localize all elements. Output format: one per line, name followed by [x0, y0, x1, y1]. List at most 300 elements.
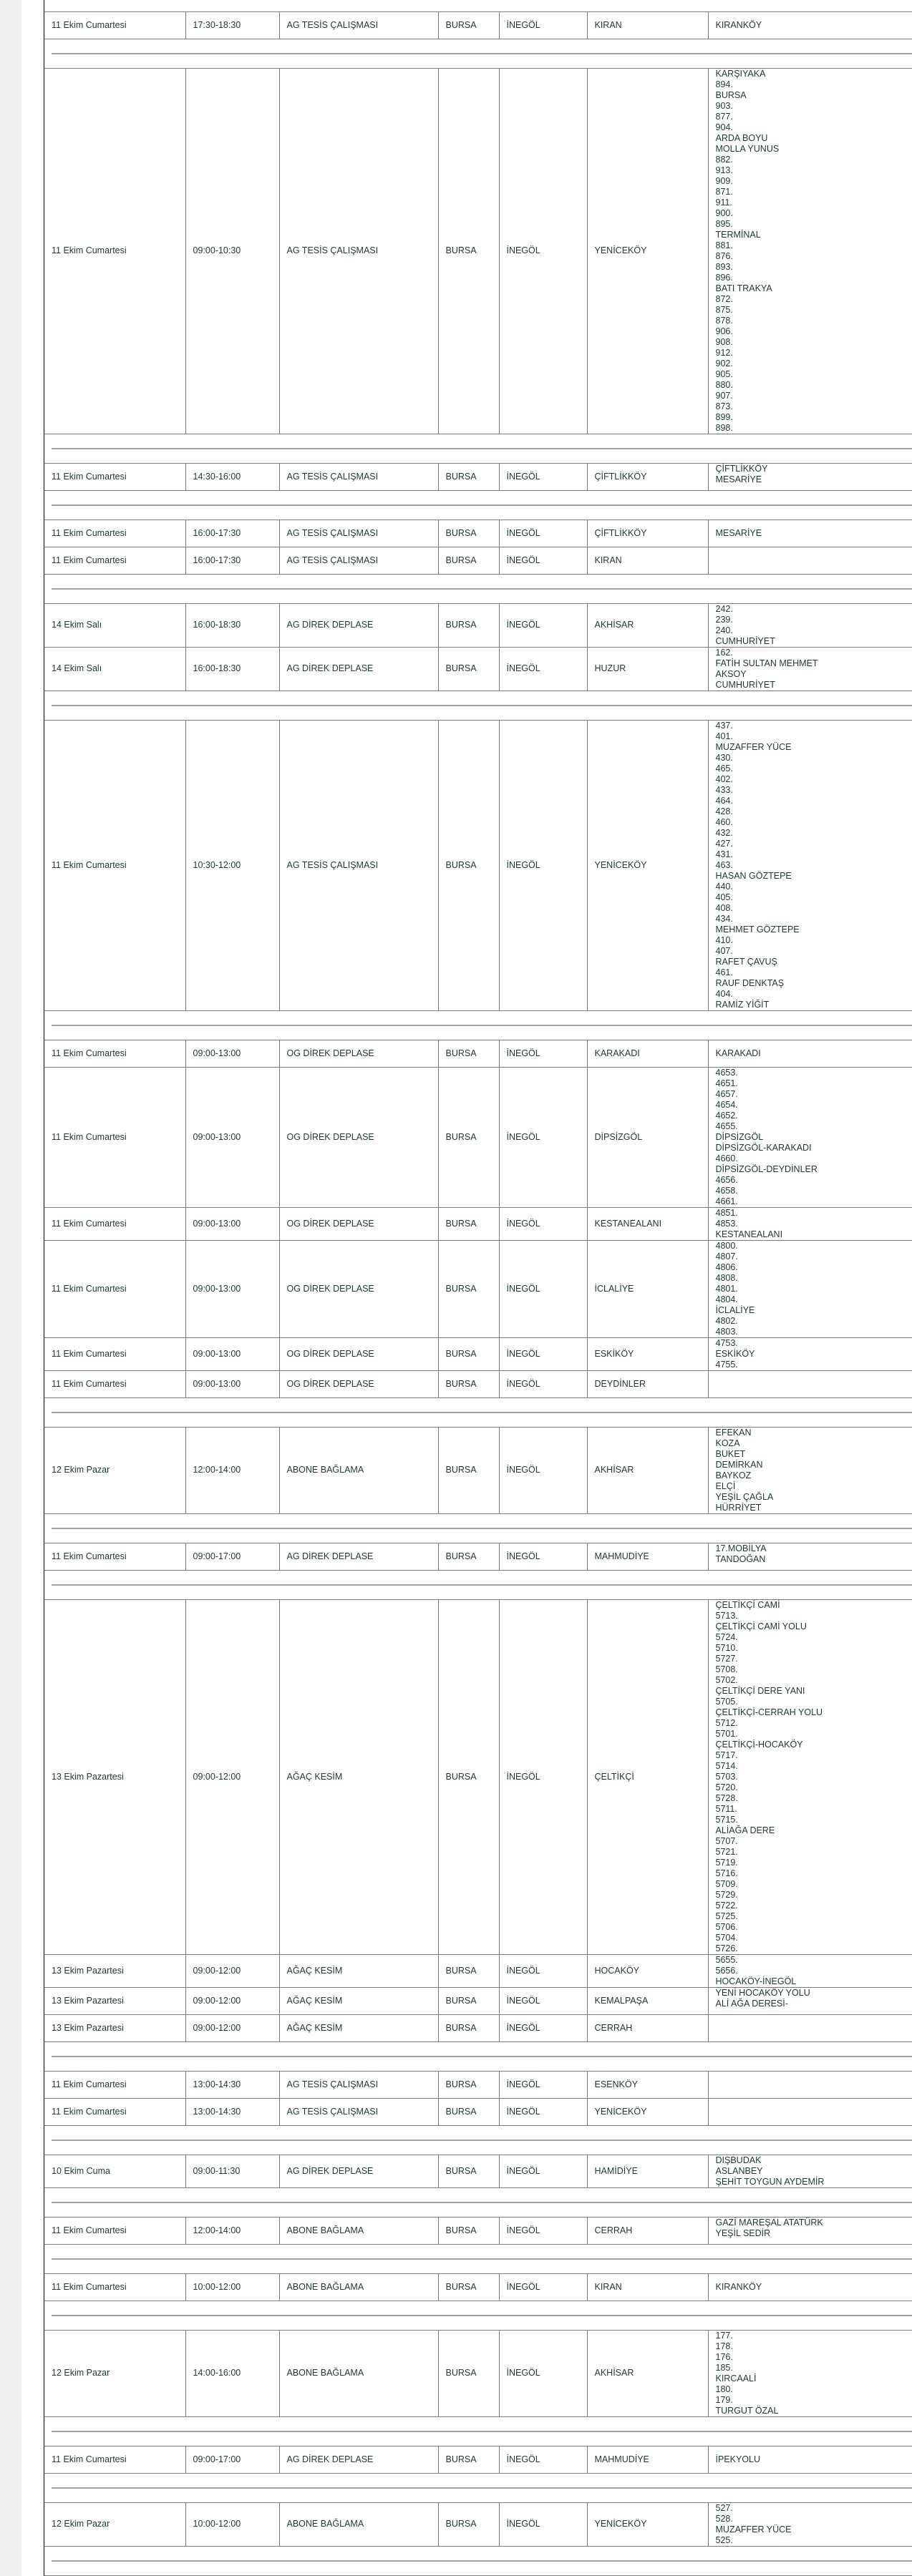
street-item: 872.	[715, 293, 733, 304]
street-item: 4651.	[715, 1078, 738, 1088]
cell-district: İNEGÖL	[499, 68, 587, 434]
street-item: ASLANBEY	[715, 2165, 763, 2176]
street-item: 177.	[715, 2330, 733, 2341]
street-item: 5709.	[715, 1878, 738, 1889]
cell-district: İNEGÖL	[499, 2330, 587, 2416]
street-item: HOCAKÖY-İNEGÖL	[715, 1976, 797, 1986]
street-item: 876.	[715, 250, 733, 261]
street-item: 912.	[715, 347, 733, 358]
street-item: 4656.	[715, 1174, 738, 1185]
cell-neighborhood: YENİCEKÖY	[587, 720, 708, 1010]
street-item: 5711.	[715, 1803, 737, 1814]
street-item: 461.	[715, 967, 733, 977]
street-item: 5712.	[715, 1717, 738, 1728]
street-item: 404.	[715, 988, 733, 999]
cell-neighborhood: CERRAH	[587, 2014, 708, 2041]
cell-neighborhood: KIRAN	[587, 547, 708, 574]
street-item: 907.	[715, 390, 733, 401]
outage-table-body	[44, 0, 912, 2575]
cell-neighborhood: ÇELTİKÇİ	[587, 1599, 708, 1954]
cell-work-type: ABONE BAĞLAMA	[279, 2217, 438, 2244]
street-item: 430.	[715, 752, 733, 763]
cell-date: 11 Ekim Cumartesi	[44, 11, 185, 39]
street-item: 402.	[715, 774, 733, 784]
group-separator-row	[44, 39, 912, 68]
street-item: 5714.	[715, 1760, 738, 1771]
street-item: 527.	[715, 2502, 733, 2513]
cell-work-type: OG DİREK DEPLASE	[279, 1040, 438, 1067]
street-item: 875.	[715, 304, 733, 315]
cell-city: BURSA	[438, 1337, 499, 1370]
street-item: 873.	[715, 401, 733, 411]
cell-city: BURSA	[438, 2071, 499, 2098]
cell-date: 11 Ekim Cumartesi	[44, 720, 185, 1010]
cell-date: 12 Ekim Pazar	[44, 1427, 185, 1513]
table-row	[44, 1427, 912, 1513]
street-item: RAFET ÇAVUŞ	[715, 956, 777, 967]
street-item: 881.	[715, 240, 733, 250]
street-item: 4655.	[715, 1121, 738, 1131]
cell-city: BURSA	[438, 2502, 499, 2546]
cell-neighborhood: CERRAH	[587, 2217, 708, 2244]
cell-neighborhood: AKHİSAR	[587, 1427, 708, 1513]
street-item: 4658.	[715, 1185, 738, 1196]
street-item: 908.	[715, 336, 733, 347]
street-item: 5656.	[715, 1965, 738, 1976]
group-separator-row	[44, 1570, 912, 1599]
street-item: 880.	[715, 379, 733, 390]
cell-time: 10:00-12:00	[185, 2502, 279, 2546]
cell-streets	[708, 1954, 912, 1987]
group-separator-row	[44, 2546, 912, 2575]
cell-city: BURSA	[438, 2273, 499, 2301]
street-item: 405.	[715, 892, 733, 902]
street-item: 180.	[715, 2384, 733, 2394]
street-item: ALİAĞA DERE	[715, 1825, 775, 1835]
street-item: AKSOY	[715, 668, 747, 679]
cell-work-type: OG DİREK DEPLASE	[279, 1370, 438, 1397]
street-item: 4653.	[715, 1067, 738, 1078]
cell-date: 11 Ekim Cumartesi	[44, 1067, 185, 1207]
cell-district: İNEGÖL	[499, 2502, 587, 2546]
street-item: 408.	[715, 902, 733, 913]
cell-work-type: ABONE BAĞLAMA	[279, 2502, 438, 2546]
street-item: 240.	[715, 625, 733, 635]
cell-district: İNEGÖL	[499, 463, 587, 490]
cell-streets	[708, 2155, 912, 2187]
cell-district: İNEGÖL	[499, 2014, 587, 2041]
cell-city: BURSA	[438, 2098, 499, 2125]
cell-work-type: AG TESİS ÇALIŞMASI	[279, 720, 438, 1010]
cell-date: 11 Ekim Cumartesi	[44, 1543, 185, 1570]
street-item: MESARİYE	[715, 527, 762, 538]
table-row	[44, 2330, 912, 2416]
street-item: 894.	[715, 79, 733, 89]
street-item: 5722.	[715, 1900, 738, 1911]
cell-work-type: AĞAÇ KESİM	[279, 1599, 438, 1954]
table-row	[44, 547, 912, 574]
cell-streets	[708, 1427, 912, 1513]
cell-neighborhood: YENİCEKÖY	[587, 2098, 708, 2125]
cell-time: 14:00-16:00	[185, 2330, 279, 2416]
cell-time: 09:00-13:00	[185, 1067, 279, 1207]
street-item: DIŞBUDAK	[715, 2155, 762, 2165]
cell-neighborhood: KESTANEALANI	[587, 1207, 708, 1240]
cell-district: İNEGÖL	[499, 1240, 587, 1337]
street-item: 433.	[715, 784, 733, 795]
group-separator-row	[44, 1010, 912, 1040]
cell-district: İNEGÖL	[499, 519, 587, 547]
table-row	[44, 2502, 912, 2546]
cell-city: BURSA	[438, 547, 499, 574]
cell-district: İNEGÖL	[499, 720, 587, 1010]
street-item: 5705.	[715, 1696, 738, 1707]
cell-city: BURSA	[438, 647, 499, 691]
cell-time: 16:00-17:30	[185, 519, 279, 547]
street-item: 528.	[715, 2513, 733, 2524]
street-item: GAZİ MAREŞAL ATATÜRK	[715, 2217, 823, 2228]
table-row	[44, 2217, 912, 2244]
table-row	[44, 2273, 912, 2301]
street-item: 179.	[715, 2394, 733, 2405]
cell-date: 11 Ekim Cumartesi	[44, 2098, 185, 2125]
cell-streets	[708, 2502, 912, 2546]
street-item: 903.	[715, 100, 733, 111]
cell-neighborhood: HAMİDİYE	[587, 2155, 708, 2187]
cell-date: 11 Ekim Cumartesi	[44, 547, 185, 574]
street-item: ÇELTİKÇİ DERE YANI	[715, 1685, 805, 1696]
cell-district: İNEGÖL	[499, 1599, 587, 1954]
street-item: BAYKOZ	[715, 1470, 752, 1480]
street-item: 242.	[715, 603, 733, 614]
cell-district: İNEGÖL	[499, 2155, 587, 2187]
cell-neighborhood: KARAKADI	[587, 1040, 708, 1067]
street-item: 5707.	[715, 1835, 738, 1846]
cell-work-type: AG DİREK DEPLASE	[279, 2446, 438, 2473]
group-separator-row	[44, 574, 912, 603]
table-row	[44, 1040, 912, 1067]
street-item: ÇELTİKÇİ CAMİ	[715, 1599, 780, 1610]
cell-time: 10:30-12:00	[185, 720, 279, 1010]
street-item: 465.	[715, 763, 733, 774]
cell-neighborhood: AKHİSAR	[587, 2330, 708, 2416]
table-row	[44, 2155, 912, 2187]
cell-date: 11 Ekim Cumartesi	[44, 2217, 185, 2244]
street-item: 4661.	[715, 1196, 738, 1206]
street-item: TANDOĞAN	[715, 1553, 766, 1564]
cell-district: İNEGÖL	[499, 1987, 587, 2014]
top-spacer-row	[44, 0, 912, 11]
cell-date: 12 Ekim Pazar	[44, 2330, 185, 2416]
cell-date: 11 Ekim Cumartesi	[44, 2446, 185, 2473]
cell-streets	[708, 603, 912, 647]
cell-city: BURSA	[438, 519, 499, 547]
cell-work-type: AG TESİS ÇALIŞMASI	[279, 519, 438, 547]
street-item: 162.	[715, 647, 733, 658]
street-item: ŞEHİT TOYGUN AYDEMİR	[715, 2176, 825, 2187]
cell-neighborhood: İCLALİYE	[587, 1240, 708, 1337]
table-row	[44, 2098, 912, 2125]
street-item: 4753.	[715, 1337, 738, 1348]
cell-neighborhood: ESENKÖY	[587, 2071, 708, 2098]
cell-streets	[708, 547, 912, 574]
cell-work-type: AG DİREK DEPLASE	[279, 2155, 438, 2187]
cell-work-type: AG DİREK DEPLASE	[279, 603, 438, 647]
street-item: İPEKYOLU	[715, 2454, 761, 2464]
street-item: 176.	[715, 2351, 733, 2362]
street-item: 4804.	[715, 1294, 738, 1304]
cell-city: BURSA	[438, 2217, 499, 2244]
street-item: 17.MOBİLYA	[715, 1543, 767, 1553]
group-separator-row	[44, 2125, 912, 2155]
cell-city: BURSA	[438, 11, 499, 39]
cell-work-type: AG TESİS ÇALIŞMASI	[279, 68, 438, 434]
cell-neighborhood: HOCAKÖY	[587, 1954, 708, 1987]
cell-neighborhood: HUZUR	[587, 647, 708, 691]
street-item: 239.	[715, 614, 733, 625]
cell-city: BURSA	[438, 68, 499, 434]
street-item: 5719.	[715, 1857, 738, 1868]
cell-streets	[708, 1599, 912, 1954]
cell-city: BURSA	[438, 1240, 499, 1337]
street-item: 178.	[715, 2341, 733, 2351]
group-separator-row	[44, 691, 912, 720]
cell-time: 09:00-13:00	[185, 1207, 279, 1240]
cell-time: 16:00-17:30	[185, 547, 279, 574]
cell-date: 11 Ekim Cumartesi	[44, 463, 185, 490]
table-row	[44, 1599, 912, 1954]
street-item: 900.	[715, 208, 733, 218]
street-item: HASAN GÖZTEPE	[715, 870, 792, 881]
cell-streets	[708, 2217, 912, 2244]
cell-neighborhood: ÇİFTLİKKÖY	[587, 463, 708, 490]
group-separator-row	[44, 2301, 912, 2330]
street-item: 5726.	[715, 1943, 738, 1953]
street-item: DİPSİZGÖL	[715, 1131, 764, 1142]
street-item: MESARİYE	[715, 474, 762, 484]
street-item: 401.	[715, 731, 733, 741]
street-item: KARAKADI	[715, 1048, 761, 1058]
street-item: 902.	[715, 358, 733, 369]
cell-streets	[708, 11, 912, 39]
table-row	[44, 1240, 912, 1337]
street-item: 5702.	[715, 1674, 738, 1685]
cell-time: 09:00-12:00	[185, 1599, 279, 1954]
street-item: 463.	[715, 859, 733, 870]
street-item: 877.	[715, 111, 733, 122]
street-item: YENİ HOCAKÖY YOLU	[715, 1987, 810, 1998]
cell-date: 11 Ekim Cumartesi	[44, 68, 185, 434]
cell-city: BURSA	[438, 1543, 499, 1570]
cell-streets	[708, 1240, 912, 1337]
cell-streets	[708, 647, 912, 691]
table-row	[44, 2446, 912, 2473]
street-item: 5706.	[715, 1921, 738, 1932]
cell-time: 14:30-16:00	[185, 463, 279, 490]
cell-neighborhood: AKHİSAR	[587, 603, 708, 647]
cell-work-type: OG DİREK DEPLASE	[279, 1207, 438, 1240]
cell-time: 09:00-12:00	[185, 1954, 279, 1987]
cell-date: 11 Ekim Cumartesi	[44, 1337, 185, 1370]
power-outage-table	[44, 0, 912, 2576]
street-item: 5704.	[715, 1932, 738, 1943]
cell-work-type: ABONE BAĞLAMA	[279, 2330, 438, 2416]
street-item: İCLALİYE	[715, 1304, 755, 1315]
cell-work-type: AG DİREK DEPLASE	[279, 647, 438, 691]
cell-district: İNEGÖL	[499, 1207, 587, 1240]
street-item: KOZA	[715, 1438, 740, 1448]
street-item: 4800.	[715, 1240, 738, 1251]
street-item: ALİ AĞA DERESİ-	[715, 1998, 788, 2009]
cell-date: 12 Ekim Pazar	[44, 2502, 185, 2546]
street-item: MOLLA YUNUS	[715, 143, 780, 154]
street-item: 4660.	[715, 1153, 738, 1163]
street-item: MUZAFFER YÜCE	[715, 741, 792, 752]
table-row	[44, 463, 912, 490]
street-item: 895.	[715, 218, 733, 229]
street-item: YEŞİL ÇAĞLA	[715, 1491, 774, 1502]
page-left-margin	[0, 0, 21, 2576]
street-item: 432.	[715, 827, 733, 838]
cell-district: İNEGÖL	[499, 2098, 587, 2125]
outage-table-container	[44, 0, 912, 2576]
street-item: ESKİKÖY	[715, 1348, 755, 1359]
cell-time: 13:00-14:30	[185, 2071, 279, 2098]
cell-time: 13:00-14:30	[185, 2098, 279, 2125]
street-item: 5715.	[715, 1814, 738, 1825]
street-item: ÇELTİKÇİ-CERRAH YOLU	[715, 1707, 823, 1717]
street-item: 525.	[715, 2534, 733, 2545]
street-item: HÜRRİYET	[715, 1502, 762, 1513]
street-item: 896.	[715, 272, 733, 283]
table-row	[44, 519, 912, 547]
cell-work-type: AG TESİS ÇALIŞMASI	[279, 2071, 438, 2098]
street-item: 893.	[715, 261, 733, 272]
street-item: 5717.	[715, 1750, 738, 1760]
cell-district: İNEGÖL	[499, 647, 587, 691]
cell-date: 11 Ekim Cumartesi	[44, 1240, 185, 1337]
cell-time: 12:00-14:00	[185, 1427, 279, 1513]
street-item: KESTANEALANI	[715, 1229, 783, 1239]
street-item: 878.	[715, 315, 733, 326]
street-item: DEMİRKAN	[715, 1459, 763, 1470]
cell-city: BURSA	[438, 1427, 499, 1513]
table-row	[44, 1987, 912, 2014]
cell-city: BURSA	[438, 2446, 499, 2473]
table-row	[44, 1370, 912, 1397]
cell-time: 09:00-13:00	[185, 1370, 279, 1397]
street-item: BATI TRAKYA	[715, 283, 772, 293]
cell-date: 13 Ekim Pazartesi	[44, 1599, 185, 1954]
street-item: 4652.	[715, 1110, 738, 1121]
street-item: 5729.	[715, 1889, 738, 1900]
street-item: 440.	[715, 881, 733, 892]
cell-district: İNEGÖL	[499, 1370, 587, 1397]
street-item: ÇELTİKÇİ CAMİ YOLU	[715, 1621, 807, 1631]
cell-time: 09:00-17:00	[185, 1543, 279, 1570]
cell-time: 09:00-17:00	[185, 2446, 279, 2473]
cell-city: BURSA	[438, 2155, 499, 2187]
cell-streets	[708, 2098, 912, 2125]
cell-streets	[708, 2330, 912, 2416]
cell-district: İNEGÖL	[499, 1067, 587, 1207]
cell-date: 14 Ekim Salı	[44, 647, 185, 691]
cell-time: 16:00-18:30	[185, 647, 279, 691]
street-item: 5710.	[715, 1642, 738, 1653]
cell-date: 13 Ekim Pazartesi	[44, 1954, 185, 1987]
street-item: 4654.	[715, 1099, 738, 1110]
cell-neighborhood: DİPSİZGÖL	[587, 1067, 708, 1207]
street-item: TERMİNAL	[715, 229, 761, 240]
group-separator-row	[44, 2473, 912, 2502]
cell-date: 10 Ekim Cuma	[44, 2155, 185, 2187]
street-item: 4807.	[715, 1251, 738, 1262]
street-item: 5727.	[715, 1653, 738, 1664]
street-item: 4755.	[715, 1359, 738, 1370]
street-item: 899.	[715, 411, 733, 422]
cell-work-type: OG DİREK DEPLASE	[279, 1337, 438, 1370]
group-separator-row	[44, 1397, 912, 1427]
cell-district: İNEGÖL	[499, 603, 587, 647]
cell-district: İNEGÖL	[499, 547, 587, 574]
cell-time: 09:00-13:00	[185, 1240, 279, 1337]
street-item: TURGUT ÖZAL	[715, 2405, 779, 2416]
cell-streets	[708, 2273, 912, 2301]
street-item: 4657.	[715, 1088, 738, 1099]
cell-time: 17:30-18:30	[185, 11, 279, 39]
street-item: DİPSİZGÖL-KARAKADI	[715, 1142, 812, 1153]
street-item: MUZAFFER YÜCE	[715, 2524, 792, 2534]
cell-city: BURSA	[438, 1987, 499, 2014]
cell-city: BURSA	[438, 2014, 499, 2041]
street-item: 410.	[715, 935, 733, 945]
group-separator-row	[44, 434, 912, 463]
cell-district: İNEGÖL	[499, 11, 587, 39]
street-item: 5721.	[715, 1846, 738, 1857]
cell-date: 11 Ekim Cumartesi	[44, 2273, 185, 2301]
street-item: 909.	[715, 175, 733, 186]
cell-date: 11 Ekim Cumartesi	[44, 1207, 185, 1240]
street-item: 911.	[715, 197, 732, 208]
cell-district: İNEGÖL	[499, 1040, 587, 1067]
street-item: EFEKAN	[715, 1427, 752, 1438]
cell-time: 10:00-12:00	[185, 2273, 279, 2301]
street-item: 905.	[715, 369, 733, 379]
cell-city: BURSA	[438, 1040, 499, 1067]
street-item: KARŞIYAKA	[715, 68, 766, 79]
cell-streets	[708, 1067, 912, 1207]
group-separator-row	[44, 1513, 912, 1543]
street-item: 434.	[715, 913, 733, 924]
cell-district: İNEGÖL	[499, 1954, 587, 1987]
street-item: 4801.	[715, 1283, 738, 1294]
street-item: 428.	[715, 806, 733, 816]
cell-city: BURSA	[438, 603, 499, 647]
street-item: 5708.	[715, 1664, 738, 1674]
street-item: 5728.	[715, 1792, 738, 1803]
street-item: 5701.	[715, 1728, 738, 1739]
cell-work-type: AG TESİS ÇALIŞMASI	[279, 11, 438, 39]
street-item: 185.	[715, 2362, 733, 2373]
street-item: 464.	[715, 795, 733, 806]
street-item: 906.	[715, 326, 733, 336]
group-separator-row	[44, 2041, 912, 2071]
street-item: KIRANKÖY	[715, 19, 762, 30]
table-row	[44, 1337, 912, 1370]
street-item: 5724.	[715, 1631, 738, 1642]
street-item: 4803.	[715, 1326, 738, 1337]
table-row	[44, 1543, 912, 1570]
